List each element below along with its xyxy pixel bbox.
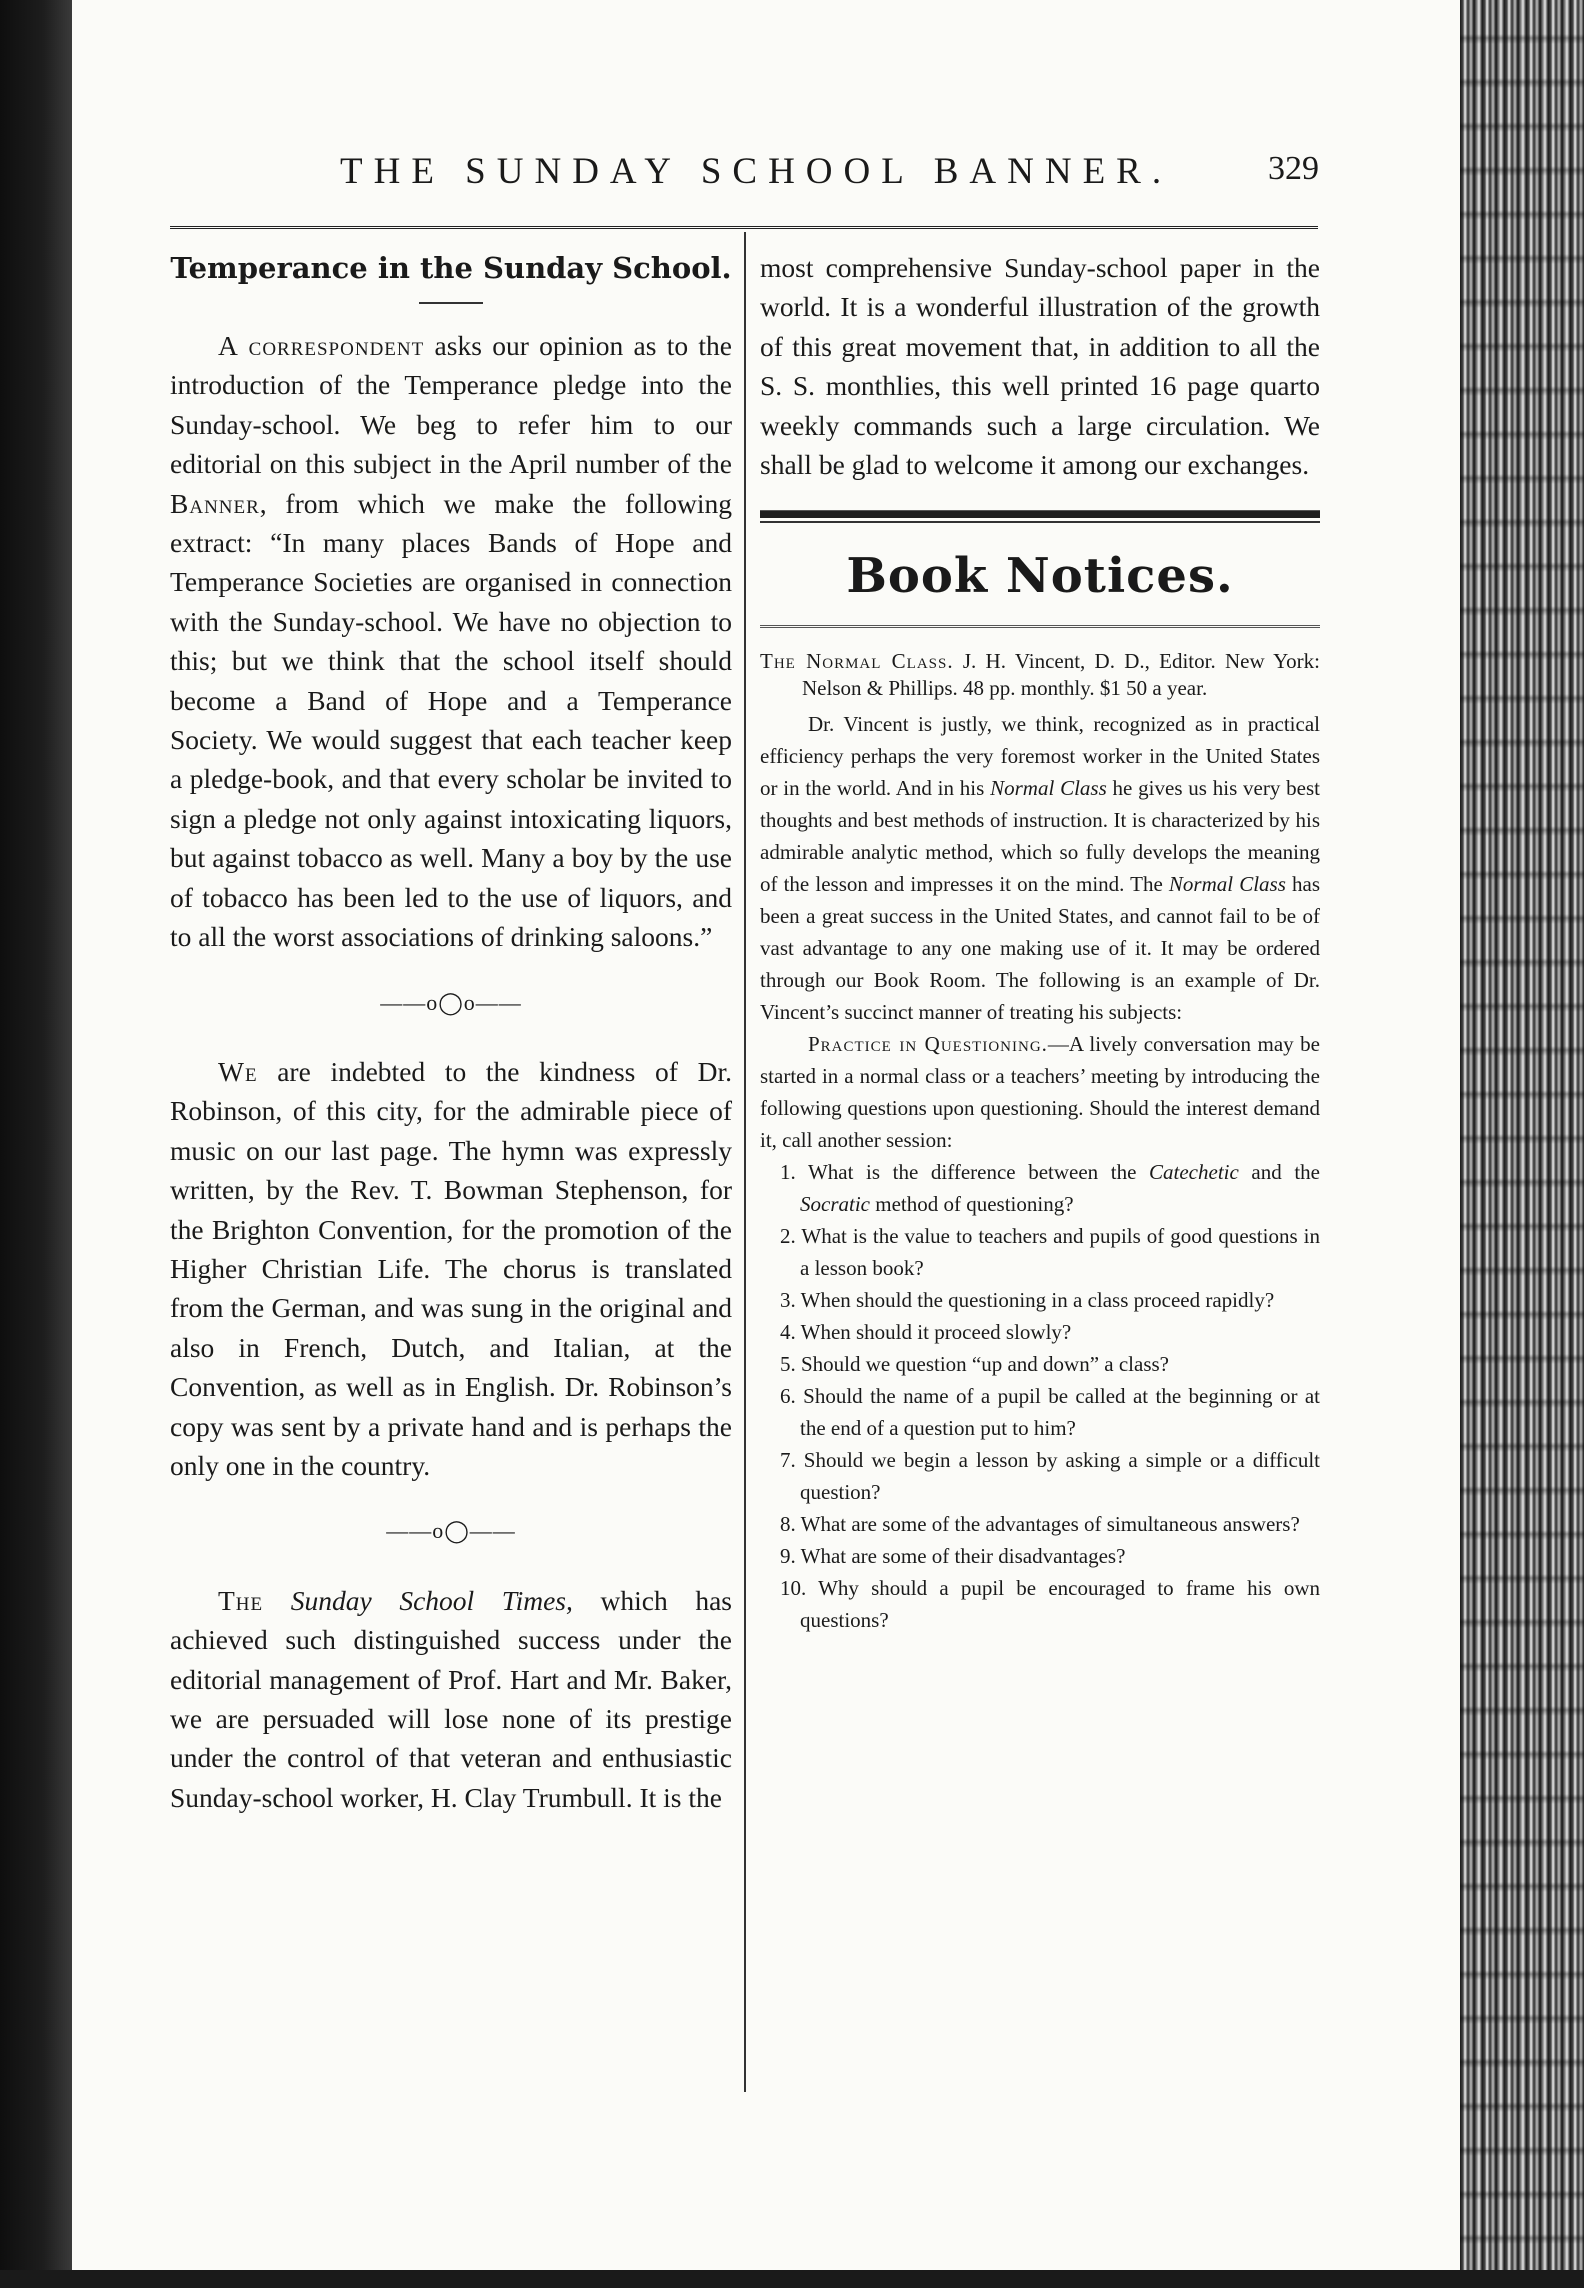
question-item: 7. Should we begin a lesson by asking a simple or a difficult question? bbox=[780, 1447, 1320, 1504]
body-text: which has achieved such distinguished success under the editorial management of Prof. Hart and Mr. Baker, we are persuaded will lose none of its prestige under the control of that veteran and enthusiastic Sunday-school worker, H. Clay Trumbull. It is the bbox=[170, 1584, 732, 1813]
book-title: The Normal Class. bbox=[760, 648, 954, 673]
scan-bottom-edge bbox=[0, 2270, 1584, 2288]
publication-title: Sunday School Times, bbox=[290, 1584, 573, 1616]
column-divider bbox=[744, 232, 746, 2092]
question-item: 5. Should we question “up and down” a class? bbox=[780, 1351, 1170, 1376]
header-rule bbox=[170, 226, 1318, 229]
question-item: 2. What is the value to teachers and pupils of good questions in a lesson book? bbox=[780, 1223, 1320, 1280]
ornament-divider: ——o◯—— bbox=[386, 1518, 516, 1544]
question-text: 1. What is the difference between the bbox=[780, 1159, 1150, 1184]
question-item: 6. Should the name of a pupil be called at the beginning or at the end of a question put to him? bbox=[780, 1383, 1320, 1440]
practice-paragraph bbox=[760, 1028, 1320, 1156]
title-rule bbox=[419, 302, 483, 304]
book-page-edges bbox=[1460, 0, 1584, 2288]
review-text: he gives us his very best thoughts and best methods of instruction. It is characterized by his admirable analytic method, which so fully develops the meaning of the lesson and impresses it on the mind. The bbox=[760, 775, 1320, 896]
left-column bbox=[170, 248, 732, 1817]
ornament-divider: ——o◯o—— bbox=[380, 989, 522, 1015]
review-text: has been a great success in the United States, and cannot fail to be of vast advantage to any one making use of it. It may be ordered through our Book Room. The following is an example of Dr. Vincent’s succinct manner of treating his subjects: bbox=[760, 871, 1320, 1024]
section-rule bbox=[760, 625, 1320, 628]
question-text: method of questioning? bbox=[869, 1191, 1074, 1216]
continued-text: most comprehensive Sunday-school paper in the world. It is a wonderful illustration of the growth of this great movement that, in addition to all the S. S. monthlies, this well printed 16 page quarto weekly commands such a large circulation. We shall be glad to welcome it among our exchanges. bbox=[760, 252, 1320, 481]
lead-words: We bbox=[218, 1055, 258, 1087]
banner-word: Banner bbox=[170, 487, 260, 519]
book-details: J. H. Vincent, D. D., Editor. New York: Nelson & Phillips. 48 pp. monthly. $1 50 a year. bbox=[802, 648, 1320, 700]
question-item bbox=[760, 1156, 1320, 1220]
book-notice-heading bbox=[760, 648, 1320, 702]
page-number: 329 bbox=[1268, 150, 1319, 187]
question-item: 8. What are some of the advantages of simultaneous answers? bbox=[780, 1511, 1300, 1536]
review-text: Dr. Vincent is justly, we think, recognized as in practical efficiency perhaps the very foremost worker in the United States or in the world. And in his bbox=[760, 711, 1320, 800]
question-italic: Catechetic bbox=[1149, 1159, 1239, 1184]
article-music-body bbox=[170, 1052, 732, 1485]
review-italic: Normal Class bbox=[990, 775, 1107, 800]
section-title-book-notices: Book Notices. bbox=[846, 548, 1234, 605]
right-column bbox=[760, 248, 1320, 1636]
article-temperance-body bbox=[170, 326, 732, 957]
running-head: THE SUNDAY SCHOOL BANNER. bbox=[340, 151, 1173, 192]
scan-left-edge bbox=[0, 0, 72, 2288]
question-item: 3. When should the questioning in a class proceed rapidly? bbox=[780, 1287, 1275, 1312]
lead-words: A correspondent bbox=[218, 330, 425, 361]
article-times-body bbox=[170, 1581, 732, 1817]
question-item: 10. Why should a pupil be encouraged to frame his own questions? bbox=[780, 1575, 1320, 1632]
thin-rule bbox=[760, 521, 1320, 523]
question-item: 9. What are some of their disadvantages? bbox=[780, 1543, 1126, 1568]
review-italic: Normal Class bbox=[1168, 871, 1286, 896]
practice-lead: Practice in Questioning. bbox=[808, 1031, 1048, 1056]
question-text: and the bbox=[1238, 1159, 1320, 1184]
thick-rule bbox=[760, 510, 1320, 518]
lead-words: The bbox=[218, 1584, 264, 1616]
body-text: , from which we make the following extract: “In many places Bands of Hope and Temperance Societies are organised in connection with the Sunday-school. We have no objection to this; but we think that the school itself should become a Band of Hope and a Temperance Society. We would suggest that each teacher keep a pledge-book, and that every scholar be invited to sign a pledge not only against intoxicating liquors, but against tobacco as well. Many a boy by the use of tobacco has been led to the use of liquors, and to all the worst associations of drinking saloons.” bbox=[170, 487, 732, 953]
book-review-text bbox=[760, 708, 1320, 1028]
practice-text: —A lively conversation may be started in a normal class or a teachers’ meeting by introducing the following questions upon questioning. Should the interest demand it, call another session: bbox=[760, 1031, 1320, 1152]
article-title-temperance: Temperance in the Sunday School. bbox=[170, 251, 732, 285]
question-italic: Socratic bbox=[800, 1191, 870, 1216]
body-text: asks our opinion as to the introduction of the Temperance pledge into the Sunday-school. We beg to refer him to our editorial on this subject in the April number of the bbox=[170, 330, 732, 480]
question-item: 4. When should it proceed slowly? bbox=[780, 1319, 1072, 1344]
body-text: are indebted to the kindness of Dr. Robinson, of this city, for the admirable piece of music on our last page. The hymn was expressly written, by the Rev. T. Bowman Stephenson, for the Brighton Convention, for the promotion of the Higher Christian Life. The chorus is translated from the German, and was sung in the original and also in French, Dutch, and Italian, at the Convention, as well as in English. Dr. Robinson’s copy was sent by a private hand and is perhaps the only one in the country. bbox=[170, 1055, 732, 1481]
